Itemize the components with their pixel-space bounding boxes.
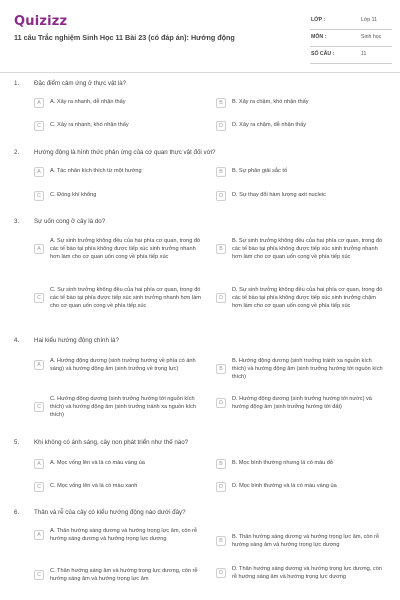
- option-letter-box: D: [216, 293, 226, 303]
- question-text: Sự uốn cong ở cây là do?: [34, 218, 106, 225]
- question-number: 3.: [14, 218, 20, 225]
- option-text: B. Hướng động dương (sinh trưởng tránh xa nguồn kích thích) và hướng động âm (sinh trưởng hướng tới nguồn kích thích): [232, 358, 383, 381]
- answer-option-c[interactable]: [34, 567, 204, 583]
- answer-option-a[interactable]: [34, 357, 204, 373]
- option-text: A. Hướng động dương (sinh trưởng hướng về phía có ánh sáng) và hướng động âm (sinh trưởng về trọng lực): [50, 358, 196, 373]
- option-text: D. Sự thay đổi hàm lượng axit nucleic: [232, 192, 326, 198]
- meta-value: Sinh học: [361, 34, 382, 40]
- option-letter-box: B: [216, 244, 226, 254]
- answer-option-d[interactable]: [216, 565, 386, 581]
- meta-key: MÔN :: [311, 34, 327, 40]
- quizizz-logo[interactable]: Quizizz: [14, 14, 68, 29]
- answer-option-a[interactable]: [34, 98, 204, 108]
- question-text: Đặc điểm cảm ứng ở thực vật là?: [34, 80, 127, 87]
- option-text: C. Xảy ra nhanh, khó nhận thấy: [50, 122, 129, 128]
- page-title: 11 câu Trắc nghiệm Sinh Học 11 Bài 23 (có đáp án): Hướng động: [14, 33, 235, 42]
- answer-option-c[interactable]: [34, 286, 204, 310]
- meta-key: LỚP :: [311, 17, 326, 23]
- answer-option-c[interactable]: [34, 395, 204, 419]
- question-text: Hai kiểu hướng động chính là?: [34, 337, 119, 344]
- answer-option-b[interactable]: [216, 533, 386, 549]
- question-text: Thân và rễ của cây có kiểu hướng động nào dưới đây?: [34, 509, 186, 516]
- answer-option-b[interactable]: [216, 237, 386, 261]
- answer-option-b[interactable]: [216, 459, 386, 469]
- answer-option-b[interactable]: [216, 98, 386, 108]
- worksheet-header: [0, 0, 400, 70]
- option-letter-box: B: [216, 364, 226, 374]
- answer-option-d[interactable]: [216, 286, 386, 310]
- answer-option-a[interactable]: [34, 527, 204, 543]
- question-number: 2.: [14, 149, 20, 156]
- meta-value: Lớp 11: [361, 17, 377, 23]
- answer-option-b[interactable]: [216, 167, 386, 177]
- option-letter-box: C: [34, 293, 44, 303]
- option-letter-box: B: [216, 98, 226, 108]
- question-number: 1.: [14, 80, 20, 87]
- option-letter-box: C: [34, 121, 44, 131]
- answer-option-d[interactable]: [216, 395, 386, 411]
- option-letter-box: D: [216, 482, 226, 492]
- answer-option-c[interactable]: [34, 121, 204, 131]
- option-letter-box: D: [216, 398, 226, 408]
- answer-option-c[interactable]: [34, 191, 204, 201]
- option-text: C. Thân hướng sáng âm và hướng trọng lực dương, còn rễ hướng sáng âm và hướng trọng lực âm: [50, 568, 198, 583]
- option-letter-box: A: [34, 459, 44, 469]
- question-number: 4.: [14, 337, 20, 344]
- option-text: C. Đóng khí khổng: [50, 192, 97, 198]
- option-text: B. Mọc bình thường nhưng lá có màu đỏ: [232, 460, 334, 466]
- answer-option-a[interactable]: [34, 237, 204, 261]
- option-letter-box: D: [216, 191, 226, 201]
- option-text: B. Thân hướng sáng dương và hướng trọng lực âm, còn rễ hướng sáng âm và hướng trọng lực dương: [232, 534, 380, 549]
- meta-row-subject: [310, 30, 392, 47]
- header-divider: [0, 72, 400, 73]
- option-letter-box: D: [216, 568, 226, 578]
- option-letter-box: D: [216, 121, 226, 131]
- option-text: A. Mọc vống lên và lá có màu vàng úa: [50, 460, 145, 466]
- meta-key: SỐ CÂU :: [311, 51, 335, 57]
- option-letter-box: A: [34, 244, 44, 254]
- answer-option-d[interactable]: [216, 191, 386, 201]
- meta-row-class: [310, 13, 392, 30]
- option-text: B. Xảy ra chậm, khó nhận thấy: [232, 99, 309, 105]
- option-letter-box: A: [34, 167, 44, 177]
- option-letter-box: A: [34, 530, 44, 540]
- option-text: A. Xảy ra nhanh, dễ nhận thấy: [50, 99, 126, 105]
- option-text: C. Mọc vống lên và lá có màu xanh: [50, 483, 138, 489]
- option-text: D. Thân hướng sáng dương và hướng trọng lực dương, còn rễ hướng sáng âm và hướng trọng lực dương: [232, 566, 382, 581]
- answer-option-b[interactable]: [216, 357, 386, 381]
- option-text: D. Hướng động dương (sinh trưởng hướng tới nước) và hướng động âm (sinh trưởng hướng tới đất): [232, 396, 372, 411]
- option-letter-box: C: [34, 191, 44, 201]
- option-text: B. Sự sinh trưởng không đều của hai phía cơ quan, trong đó các tế bào tại phía không được tiếp xúc sinh trưởng nhanh hơn làm cho cơ quan uốn cong về phía tiếp xúc: [232, 238, 383, 261]
- answer-option-a[interactable]: [34, 459, 204, 469]
- question-text: Khi không có ánh sáng, cây non phát triển như thế nào?: [34, 439, 189, 446]
- answer-option-d[interactable]: [216, 482, 386, 492]
- question-number: 5.: [14, 439, 20, 446]
- option-text: A. Sự sinh trưởng không đều của hai phía cơ quan, trong đó các tế bào tại phía không được tiếp xúc sinh trưởng nhanh hơn làm cho cơ quan uốn cong về phía tiếp xúc: [50, 238, 201, 261]
- option-letter-box: C: [34, 570, 44, 580]
- option-text: A. Tác nhân kích thích từ một hướng: [50, 168, 142, 174]
- option-text: D. Sự sinh trưởng không đều của hai phía cơ quan, trong đó các tế bào tại phía không được tiếp xúc sinh trưởng chậm hơn làm cho cơ quan uốn cong về phía tiếp xúc: [232, 287, 383, 310]
- meta-row-count: [310, 47, 392, 64]
- option-letter-box: B: [216, 459, 226, 469]
- option-letter-box: A: [34, 360, 44, 370]
- option-text: D. Mọc bình thường và lá có màu vàng úa: [232, 483, 337, 489]
- answer-option-c[interactable]: [34, 482, 204, 492]
- option-letter-box: C: [34, 402, 44, 412]
- option-text: C. Hướng động dương (sinh trưởng hướng tới nguồn kích thích) và hướng động âm (sinh trưởng tránh xa nguồn kích thích): [50, 396, 197, 419]
- option-letter-box: B: [216, 536, 226, 546]
- option-text: A. Thân hướng sáng dương và hướng trọng lực âm, còn rễ hướng sáng dương và hướng trọng lực dương: [50, 528, 198, 543]
- meta-value: 11: [361, 51, 367, 57]
- answer-option-a[interactable]: [34, 167, 204, 177]
- meta-info-table: [310, 13, 392, 64]
- option-letter-box: B: [216, 167, 226, 177]
- option-letter-box: A: [34, 98, 44, 108]
- option-letter-box: C: [34, 482, 44, 492]
- question-text: Hướng động là hình thức phản ứng của cơ quan thực vật đối với?: [34, 149, 216, 156]
- option-text: C. Sự sinh trưởng không đều của hai phía cơ quan, trong đó các tế bào tại phía được tiếp xúc sinh trưởng nhanh hơn làm cho cơ quan uốn cong về phía tiếp xúc: [50, 287, 201, 310]
- question-number: 6.: [14, 509, 20, 516]
- option-text: D. Xảy ra chậm, dễ nhận thấy: [232, 122, 307, 128]
- option-text: B. Sự phân giải sắc tố: [232, 168, 288, 174]
- answer-option-d[interactable]: [216, 121, 386, 131]
